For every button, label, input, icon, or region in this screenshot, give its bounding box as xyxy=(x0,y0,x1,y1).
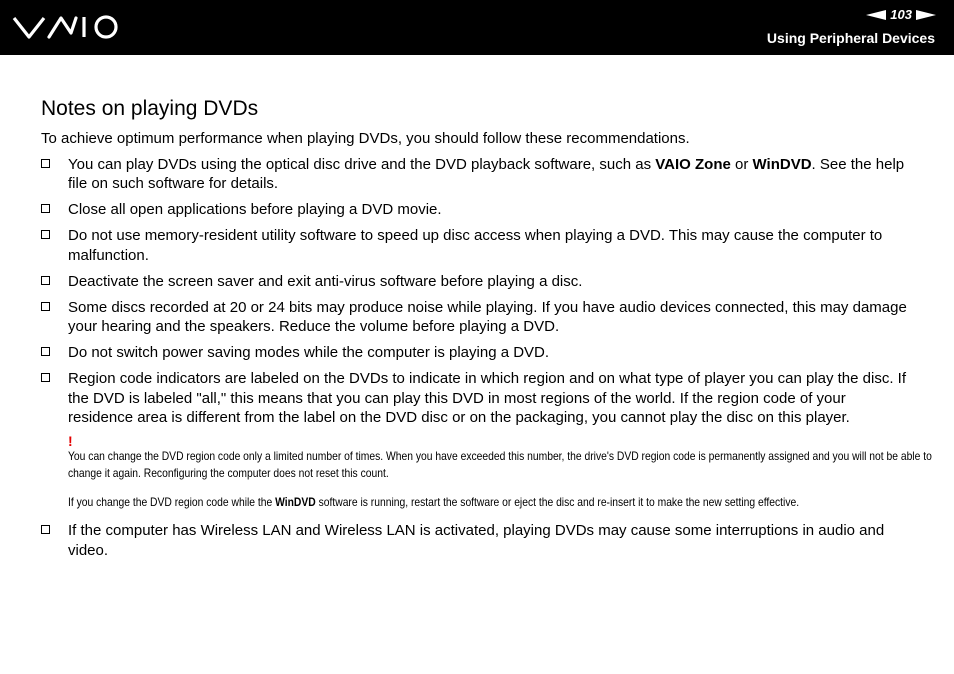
checkbox-bullet-icon xyxy=(41,230,50,239)
checkbox-bullet-icon xyxy=(41,159,50,168)
list-item: Region code indicators are labeled on the DVDs to indicate in which region and on what type of player you can play the disc. If the DVD is labeled "all," this means that you can play this DVD in most regions of the world. If the region code of your residence area is different from the label on the DVD disc or on the packaging, you cannot play the disc on this player. xyxy=(41,369,913,428)
main-content xyxy=(41,96,932,567)
checkbox-bullet-icon xyxy=(41,525,50,534)
section-title: Using Peripheral Devices xyxy=(766,30,935,46)
list-item: You can play DVDs using the optical disc drive and the DVD playback software, such as VAIO Zone or WinDVD. See the help file on such software for details. xyxy=(41,155,913,194)
list-item: Some discs recorded at 20 or 24 bits may produce noise while playing. If you have audio devices connected, this may damage your hearing and the speakers. Reduce the volume before playing a DVD. xyxy=(41,298,913,337)
list-item: Do not switch power saving modes while the computer is playing a DVD. xyxy=(41,343,913,363)
page-number: 103 xyxy=(890,7,912,22)
list-item: Close all open applications before playing a DVD movie. xyxy=(41,200,913,220)
warning-note xyxy=(41,433,932,513)
checkbox-bullet-icon xyxy=(41,276,50,285)
checkbox-bullet-icon xyxy=(41,373,50,382)
previous-page-arrow-icon[interactable] xyxy=(866,10,886,20)
intro-text: To achieve optimum performance when playing DVDs, you should follow these recommendations. xyxy=(41,130,690,147)
note-text: If you change the DVD region code while the WinDVD software is running, restart the software or eject the disc and re-insert it to make the new setting effective. xyxy=(68,495,800,509)
checkbox-bullet-icon xyxy=(41,347,50,356)
list-item: If the computer has Wireless LAN and Wireless LAN is activated, playing DVDs may cause some interruptions in audio and video. xyxy=(41,521,913,560)
windvd-term: WinDVD xyxy=(752,155,812,173)
warning-text: You can change the DVD region code only a limited number of times. When you have exceeded this number, the drive's DVD region code is permanently assigned and you will not be able to change it again. Reconfiguring the computer does not reset this count. xyxy=(68,449,932,480)
list-item: Deactivate the screen saver and exit anti-virus software before playing a disc. xyxy=(41,272,913,292)
page-header xyxy=(0,0,954,55)
next-page-arrow-icon[interactable] xyxy=(916,10,936,20)
list-item: Do not use memory-resident utility software to speed up disc access when playing a DVD. This may cause the computer to malfunction. xyxy=(41,226,913,265)
recommendation-list xyxy=(41,155,913,428)
recommendation-list-continued xyxy=(41,521,913,560)
checkbox-bullet-icon xyxy=(41,204,50,213)
checkbox-bullet-icon xyxy=(41,302,50,311)
warning-icon: ! xyxy=(68,433,73,449)
vaio-logo xyxy=(12,12,122,42)
vaio-zone-term: VAIO Zone xyxy=(655,155,731,173)
page-navigation xyxy=(866,7,936,22)
page-title: Notes on playing DVDs xyxy=(41,97,259,120)
windvd-term: WinDVD xyxy=(275,495,316,509)
